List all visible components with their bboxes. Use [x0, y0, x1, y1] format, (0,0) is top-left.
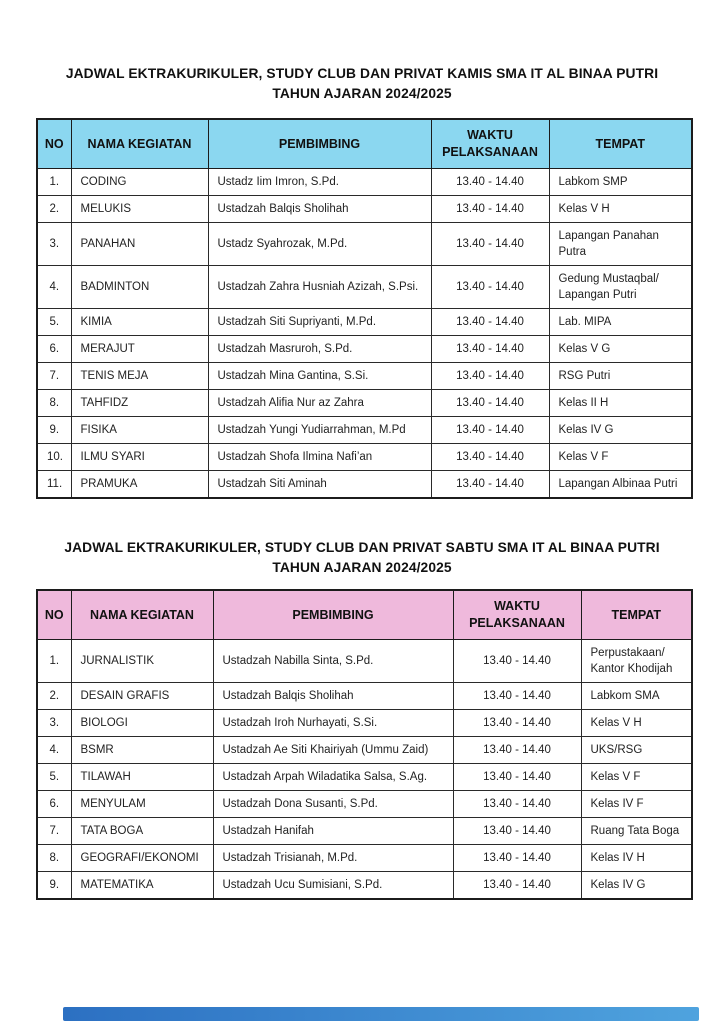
cell-tempat: Kelas IV F: [581, 791, 692, 818]
cell-waktu: 13.40 - 14.40: [431, 266, 549, 309]
cell-pembimbing: Ustadzah Masruroh, S.Pd.: [208, 336, 431, 363]
table-row: [37, 169, 692, 196]
cell-pembimbing: Ustadzah Yungi Yudiarrahman, M.Pd: [208, 417, 431, 444]
table-title-kamis-line1: JADWAL EKTRAKURIKULER, STUDY CLUB DAN PRIVAT KAMIS SMA IT AL BINAA PUTRI: [65, 66, 659, 81]
cell-no: 9.: [37, 872, 71, 900]
cell-pembimbing: Ustadzah Hanifah: [213, 818, 453, 845]
cell-no: 1.: [37, 640, 71, 683]
table-row: [37, 336, 692, 363]
cell-pembimbing: Ustadzah Zahra Husniah Azizah, S.Psi.: [208, 266, 431, 309]
cell-nama-kegiatan: PANAHAN: [71, 223, 208, 266]
cell-tempat: Kelas IV H: [581, 845, 692, 872]
cell-nama-kegiatan: JURNALISTIK: [71, 640, 213, 683]
cell-nama-kegiatan: TENIS MEJA: [71, 363, 208, 390]
table-row: [37, 737, 692, 764]
cell-pembimbing: Ustadzah Ae Siti Khairiyah (Ummu Zaid): [213, 737, 453, 764]
cell-no: 3.: [37, 710, 71, 737]
cell-waktu: 13.40 - 14.40: [453, 737, 581, 764]
cell-pembimbing: Ustadzah Alifia Nur az Zahra: [208, 390, 431, 417]
cell-tempat: Lapangan Panahan Putra: [549, 223, 692, 266]
cell-waktu: 13.40 - 14.40: [453, 683, 581, 710]
cell-tempat: UKS/RSG: [581, 737, 692, 764]
column-header-tempat: TEMPAT: [549, 119, 692, 169]
column-header-no: NO: [37, 119, 71, 169]
cell-no: 8.: [37, 845, 71, 872]
cell-waktu: 13.40 - 14.40: [453, 872, 581, 900]
column-header-nama-kegiatan: NAMA KEGIATAN: [71, 590, 213, 640]
column-header-no: NO: [37, 590, 71, 640]
cell-pembimbing: Ustadzah Nabilla Sinta, S.Pd.: [213, 640, 453, 683]
cell-waktu: 13.40 - 14.40: [431, 169, 549, 196]
table-row: [37, 417, 692, 444]
column-header-tempat: TEMPAT: [581, 590, 692, 640]
cell-tempat: Kelas II H: [549, 390, 692, 417]
cell-no: 6.: [37, 336, 71, 363]
cell-tempat: Kelas V H: [581, 710, 692, 737]
schedule-table-sabtu: [36, 589, 693, 900]
header-row: [37, 119, 692, 169]
cell-tempat: Labkom SMA: [581, 683, 692, 710]
cell-tempat: Kelas IV G: [549, 417, 692, 444]
table-row: [37, 266, 692, 309]
cell-tempat: Lab. MIPA: [549, 309, 692, 336]
table-row: [37, 223, 692, 266]
cell-nama-kegiatan: ILMU SYARI: [71, 444, 208, 471]
cell-waktu: 13.40 - 14.40: [453, 640, 581, 683]
cell-pembimbing: Ustadzah Iroh Nurhayati, S.Si.: [213, 710, 453, 737]
table-title-sabtu-line2: TAHUN AJARAN 2024/2025: [272, 560, 452, 575]
cell-nama-kegiatan: MERAJUT: [71, 336, 208, 363]
cell-pembimbing: Ustadzah Dona Susanti, S.Pd.: [213, 791, 453, 818]
cell-tempat: Lapangan Albinaa Putri: [549, 471, 692, 499]
cell-tempat: Gedung Mustaqbal/ Lapangan Putri: [549, 266, 692, 309]
cell-pembimbing: Ustadzah Balqis Sholihah: [213, 683, 453, 710]
cell-pembimbing: Ustadzah Siti Aminah: [208, 471, 431, 499]
cell-waktu: 13.40 - 14.40: [453, 845, 581, 872]
cell-nama-kegiatan: CODING: [71, 169, 208, 196]
table-row: [37, 444, 692, 471]
cell-pembimbing: Ustadzah Mina Gantina, S.Si.: [208, 363, 431, 390]
cell-pembimbing: Ustadzah Shofa Ilmina Nafi’an: [208, 444, 431, 471]
table-row: [37, 471, 692, 499]
cell-waktu: 13.40 - 14.40: [431, 309, 549, 336]
cell-no: 7.: [37, 363, 71, 390]
cell-pembimbing: Ustadzah Arpah Wiladatika Salsa, S.Ag.: [213, 764, 453, 791]
cell-no: 2.: [37, 683, 71, 710]
table-title-kamis-line2: TAHUN AJARAN 2024/2025: [272, 86, 452, 101]
cell-no: 8.: [37, 390, 71, 417]
cell-nama-kegiatan: BSMR: [71, 737, 213, 764]
header-row: [37, 590, 692, 640]
cell-tempat: Kelas IV G: [581, 872, 692, 900]
cell-waktu: 13.40 - 14.40: [431, 390, 549, 417]
cell-pembimbing: Ustadz Iim Imron, S.Pd.: [208, 169, 431, 196]
cell-waktu: 13.40 - 14.40: [431, 223, 549, 266]
column-header-pembimbing: PEMBIMBING: [213, 590, 453, 640]
cell-no: 1.: [37, 169, 71, 196]
cell-tempat: RSG Putri: [549, 363, 692, 390]
table-row: [37, 764, 692, 791]
cell-waktu: 13.40 - 14.40: [431, 336, 549, 363]
cell-no: 4.: [37, 266, 71, 309]
cell-nama-kegiatan: TAHFIDZ: [71, 390, 208, 417]
cell-nama-kegiatan: TILAWAH: [71, 764, 213, 791]
column-header-waktu-pelaksanaan: WAKTU PELAKSANAAN: [431, 119, 549, 169]
cell-nama-kegiatan: FISIKA: [71, 417, 208, 444]
table-row: [37, 390, 692, 417]
schedule-table-kamis: [36, 118, 693, 499]
cell-no: 9.: [37, 417, 71, 444]
table-row: [37, 845, 692, 872]
cell-nama-kegiatan: MELUKIS: [71, 196, 208, 223]
cell-pembimbing: Ustadzah Balqis Sholihah: [208, 196, 431, 223]
table-row: [37, 640, 692, 683]
table-row: [37, 196, 692, 223]
column-header-waktu-pelaksanaan: WAKTU PELAKSANAAN: [453, 590, 581, 640]
cell-no: 4.: [37, 737, 71, 764]
cell-pembimbing: Ustadzah Siti Supriyanti, M.Pd.: [208, 309, 431, 336]
cell-no: 5.: [37, 764, 71, 791]
cell-tempat: Kelas V H: [549, 196, 692, 223]
cell-nama-kegiatan: PRAMUKA: [71, 471, 208, 499]
cell-no: 2.: [37, 196, 71, 223]
cell-waktu: 13.40 - 14.40: [431, 196, 549, 223]
cell-waktu: 13.40 - 14.40: [453, 818, 581, 845]
table-title-kamis: [0, 64, 724, 104]
cell-no: 10.: [37, 444, 71, 471]
cell-nama-kegiatan: KIMIA: [71, 309, 208, 336]
cell-nama-kegiatan: MENYULAM: [71, 791, 213, 818]
cell-no: 3.: [37, 223, 71, 266]
cell-pembimbing: Ustadz Syahrozak, M.Pd.: [208, 223, 431, 266]
table-row: [37, 363, 692, 390]
cell-nama-kegiatan: GEOGRAFI/EKONOMI: [71, 845, 213, 872]
footer-decorative-bar: [63, 1007, 699, 1021]
cell-waktu: 13.40 - 14.40: [453, 791, 581, 818]
cell-tempat: Kelas V G: [549, 336, 692, 363]
cell-nama-kegiatan: TATA BOGA: [71, 818, 213, 845]
cell-waktu: 13.40 - 14.40: [431, 471, 549, 499]
table-title-sabtu: [0, 538, 724, 578]
cell-tempat: Labkom SMP: [549, 169, 692, 196]
cell-tempat: Kelas V F: [581, 764, 692, 791]
table-title-sabtu-line1: JADWAL EKTRAKURIKULER, STUDY CLUB DAN PRIVAT SABTU SMA IT AL BINAA PUTRI: [64, 540, 660, 555]
cell-waktu: 13.40 - 14.40: [431, 363, 549, 390]
cell-no: 11.: [37, 471, 71, 499]
cell-waktu: 13.40 - 14.40: [431, 417, 549, 444]
column-header-pembimbing: PEMBIMBING: [208, 119, 431, 169]
table-row: [37, 818, 692, 845]
cell-waktu: 13.40 - 14.40: [453, 710, 581, 737]
cell-nama-kegiatan: MATEMATIKA: [71, 872, 213, 900]
cell-tempat: Ruang Tata Boga: [581, 818, 692, 845]
cell-no: 6.: [37, 791, 71, 818]
cell-nama-kegiatan: DESAIN GRAFIS: [71, 683, 213, 710]
table-row: [37, 872, 692, 900]
cell-no: 7.: [37, 818, 71, 845]
table-row: [37, 683, 692, 710]
cell-waktu: 13.40 - 14.40: [431, 444, 549, 471]
column-header-nama-kegiatan: NAMA KEGIATAN: [71, 119, 208, 169]
cell-tempat: Kelas V F: [549, 444, 692, 471]
cell-nama-kegiatan: BADMINTON: [71, 266, 208, 309]
table-row: [37, 710, 692, 737]
cell-pembimbing: Ustadzah Ucu Sumisiani, S.Pd.: [213, 872, 453, 900]
cell-no: 5.: [37, 309, 71, 336]
table-row: [37, 309, 692, 336]
cell-nama-kegiatan: BIOLOGI: [71, 710, 213, 737]
table-row: [37, 791, 692, 818]
cell-pembimbing: Ustadzah Trisianah, M.Pd.: [213, 845, 453, 872]
cell-tempat: Perpustakaan/ Kantor Khodijah: [581, 640, 692, 683]
cell-waktu: 13.40 - 14.40: [453, 764, 581, 791]
